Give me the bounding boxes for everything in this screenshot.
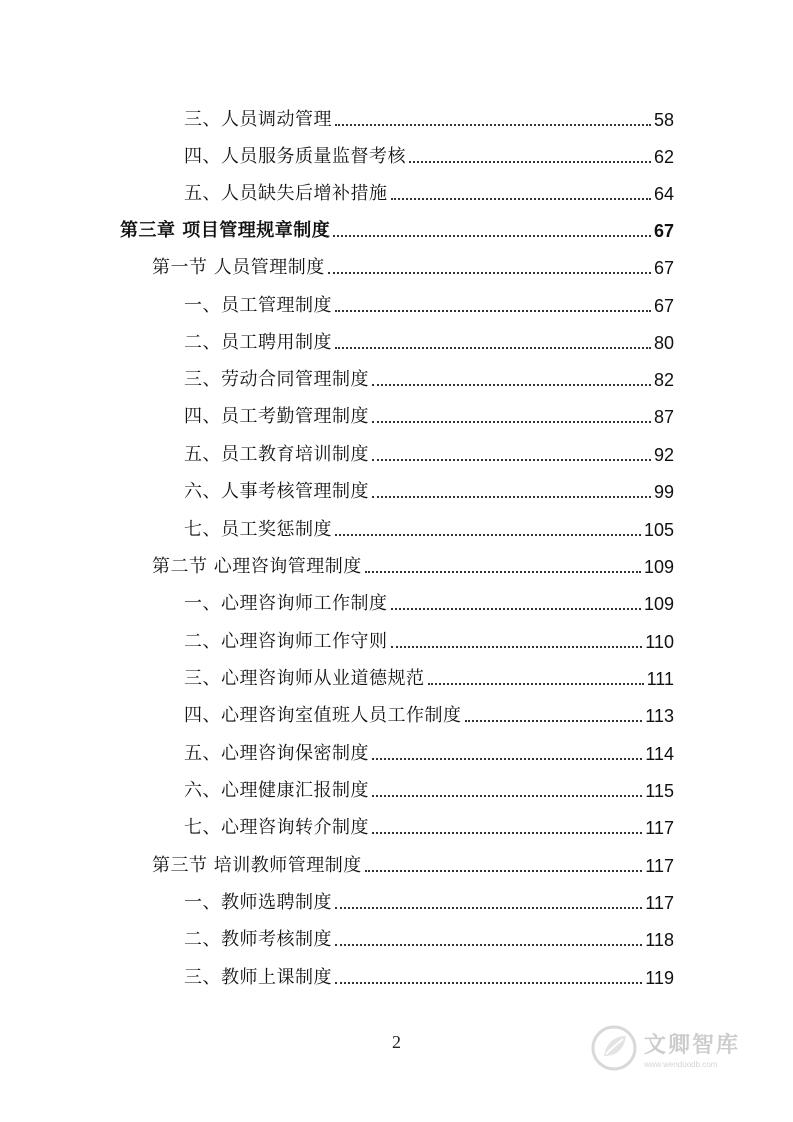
toc-entry[interactable] <box>184 816 674 840</box>
toc-title: 四、心理咨询室值班人员工作制度 <box>184 705 462 726</box>
toc-title: 七、心理咨询转介制度 <box>184 817 369 838</box>
toc-title: 三、教师上课制度 <box>184 967 332 988</box>
dot-leader <box>372 758 642 760</box>
toc-page-number: 92 <box>653 445 674 465</box>
toc-title: 四、员工考勤管理制度 <box>184 406 369 427</box>
toc-title: 六、人事考核管理制度 <box>184 481 369 502</box>
toc-page-number: 113 <box>645 706 674 726</box>
dot-leader <box>335 124 651 126</box>
watermark-url: www.wenduodb.com <box>644 1059 718 1069</box>
toc-page-number: 105 <box>643 520 674 540</box>
page-number: 2 <box>392 1032 401 1052</box>
toc-page-number: 117 <box>645 856 674 876</box>
toc-entry[interactable] <box>184 294 674 318</box>
toc-page-number: 109 <box>643 594 674 614</box>
dot-leader <box>391 608 641 610</box>
toc-title: 一、员工管理制度 <box>184 295 332 316</box>
toc-chapter-entry[interactable] <box>120 219 674 243</box>
dot-leader <box>328 272 651 274</box>
dot-leader <box>428 683 644 685</box>
toc-title: 二、心理咨询师工作守则 <box>184 631 388 652</box>
toc-page-number: 62 <box>653 147 674 167</box>
toc-section-entry[interactable] <box>152 854 674 878</box>
dot-leader <box>365 870 643 872</box>
dot-leader <box>335 982 642 984</box>
toc-title: 五、心理咨询保密制度 <box>184 743 369 764</box>
dot-leader <box>372 459 651 461</box>
toc-entry[interactable] <box>184 182 674 206</box>
toc-title: 四、人员服务质量监督考核 <box>184 146 406 167</box>
dot-leader <box>372 832 642 834</box>
toc-title: 第三节 培训教师管理制度 <box>152 855 362 876</box>
toc-entry[interactable] <box>184 704 674 728</box>
dot-leader <box>335 310 651 312</box>
dot-leader <box>391 646 643 648</box>
toc-entry[interactable] <box>184 405 674 429</box>
toc-page-number: 109 <box>643 557 674 577</box>
toc-page-number: 80 <box>653 333 674 353</box>
dot-leader <box>335 347 651 349</box>
toc-title: 六、心理健康汇报制度 <box>184 780 369 801</box>
toc-page-number: 110 <box>645 632 674 652</box>
dot-leader <box>372 421 651 423</box>
toc-title: 三、心理咨询师从业道德规范 <box>184 668 425 689</box>
toc-entry[interactable] <box>184 667 674 691</box>
toc-page-number: 119 <box>645 968 674 988</box>
toc-title: 五、员工教育培训制度 <box>184 444 369 465</box>
dot-leader <box>333 235 651 237</box>
toc-page-number: 99 <box>653 482 674 502</box>
toc-section-entry[interactable] <box>152 555 674 579</box>
toc-title: 二、教师考核制度 <box>184 929 332 950</box>
toc-entry[interactable] <box>184 480 674 504</box>
toc-page-number: 67 <box>653 296 674 316</box>
toc-title: 三、人员调动管理 <box>184 109 332 130</box>
dot-leader <box>335 944 642 946</box>
toc-entry[interactable] <box>184 630 674 654</box>
toc-page-number: 111 <box>646 669 674 689</box>
dot-leader <box>465 720 643 722</box>
toc-entry[interactable] <box>184 592 674 616</box>
toc-entry[interactable] <box>184 891 674 915</box>
toc-page-number: 117 <box>645 893 674 913</box>
toc-title: 第二节 心理咨询管理制度 <box>152 556 362 577</box>
leaf-logo-icon <box>590 1024 638 1072</box>
dot-leader <box>391 198 651 200</box>
watermark <box>590 1020 770 1076</box>
toc-page-number: 64 <box>653 184 674 204</box>
toc-entry[interactable] <box>184 331 674 355</box>
toc-entry[interactable] <box>184 443 674 467</box>
dot-leader <box>372 795 642 797</box>
toc-page-number: 114 <box>645 744 674 764</box>
dot-leader <box>335 907 642 909</box>
dot-leader <box>409 161 651 163</box>
watermark-name: 文卿智库 <box>644 1032 741 1058</box>
toc-page-number: 117 <box>645 818 674 838</box>
toc-title: 一、教师选聘制度 <box>184 892 332 913</box>
toc-title: 一、心理咨询师工作制度 <box>184 593 388 614</box>
toc-entry[interactable] <box>184 145 674 169</box>
toc-page-number: 118 <box>645 930 674 950</box>
toc-title: 二、员工聘用制度 <box>184 332 332 353</box>
toc-page-number: 115 <box>645 781 674 801</box>
toc-page-number: 67 <box>653 221 674 241</box>
dot-leader <box>372 384 651 386</box>
dot-leader <box>335 534 641 536</box>
toc-page-number: 87 <box>653 407 674 427</box>
toc-title: 第一节 人员管理制度 <box>152 257 325 278</box>
toc-entry[interactable] <box>184 368 674 392</box>
toc-entry[interactable] <box>184 518 674 542</box>
toc-page-number: 67 <box>653 258 674 278</box>
toc-entry[interactable] <box>184 742 674 766</box>
toc-entry[interactable] <box>184 928 674 952</box>
toc-entry[interactable] <box>184 108 674 132</box>
dot-leader <box>372 496 651 498</box>
toc-title: 五、人员缺失后增补措施 <box>184 183 388 204</box>
toc-section-entry[interactable] <box>152 256 674 280</box>
toc-entry[interactable] <box>184 966 674 990</box>
toc-title: 三、劳动合同管理制度 <box>184 369 369 390</box>
toc-page-number: 82 <box>653 370 674 390</box>
toc-title: 第三章 项目管理规章制度 <box>120 220 331 241</box>
toc-title: 七、员工奖惩制度 <box>184 519 332 540</box>
dot-leader <box>365 571 641 573</box>
toc-page-number: 58 <box>653 110 674 130</box>
toc-entry[interactable] <box>184 779 674 803</box>
